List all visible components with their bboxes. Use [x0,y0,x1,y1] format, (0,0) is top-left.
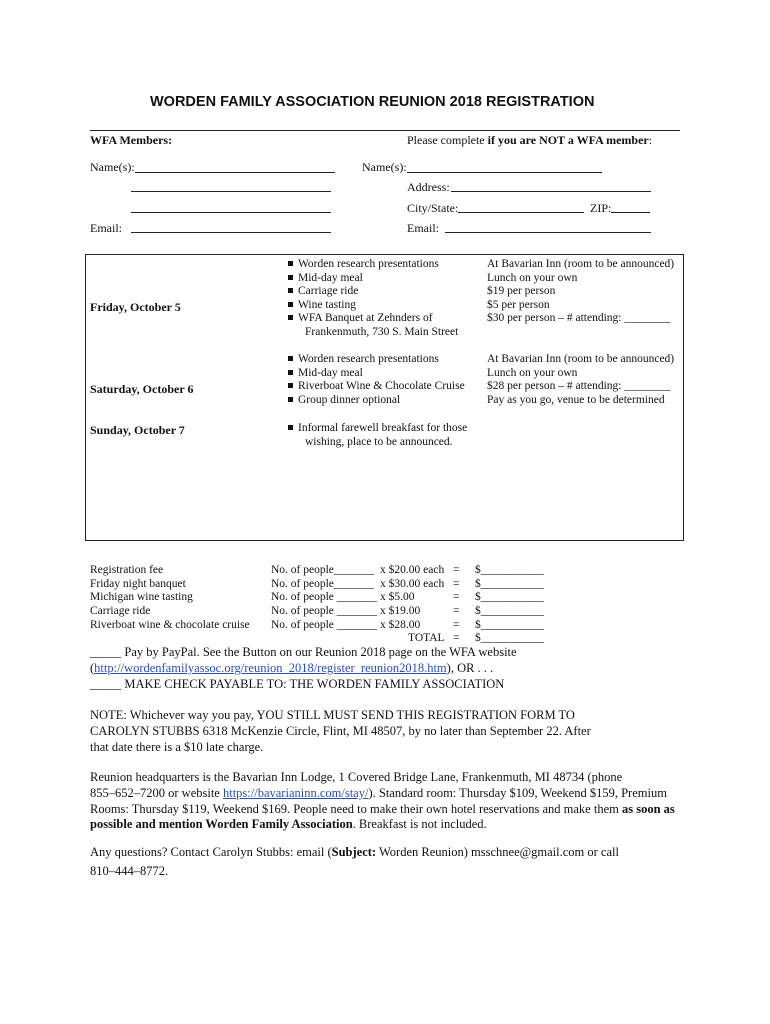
paypal-option: _____ Pay by PayPal. See the Button on our Reunion 2018 page on the WFA website [90,645,517,659]
members-name-field-2[interactable] [131,191,331,192]
list-item: Group dinner optional [288,394,465,408]
header-divider [90,130,680,131]
members-name-field-1[interactable] [135,172,335,173]
detail-row: Pay as you go, venue to be determined [487,393,665,406]
list-item-continuation: wishing, place to be announced. [305,435,453,448]
bullet-icon [288,397,293,402]
nonmembers-header: Please complete if you are NOT a WFA member: [407,133,653,147]
fee-equals: = [453,578,460,590]
members-names-label: Name(s): [90,160,135,174]
note-paragraph: NOTE: Whichever way you pay, YOU STILL MUST SEND THIS REGISTRATION FORM TO CAROLYN STUBBS 6318 McKenzie Circle, Flint, MI 48507, by no later than September 22. After that date there is a $10 late charge. [90,708,591,754]
hq-paragraph: Reunion headquarters is the Bavarian Inn Lodge, 1 Covered Bridge Lane, Frankenmuth, MI 48734 (phone 855–652–7200 or website https://bavarianinn.com/stay/). Standard room: Thursday $109, Weekend $159, Premium Rooms: Thursday $119, Weekend $169. People need to make their own hotel reservations and make them as soon as possible and mention Worden Family Association. Breakfast is not included. [90,770,675,832]
list-item: Wine tasting [288,299,458,313]
bullet-icon [288,275,293,280]
questions-paragraph: Any questions? Contact Carolyn Stubbs: email (Subject: Worden Reunion) msschnee@gmail.com or call 810–444–8772. [90,845,619,878]
members-header: WFA Members: [90,133,173,147]
list-item: Carriage ride [288,285,458,299]
page-title: WORDEN FAMILY ASSOCIATION REUNION 2018 REGISTRATION [150,94,595,110]
zip-field[interactable] [611,212,650,213]
detail-row: $30 per person – # attending: ________ [487,312,671,325]
fee-label: Carriage ride [90,605,151,617]
fee-label: Michigan wine tasting [90,591,193,603]
fee-amount[interactable]: $___________ [475,578,544,590]
nonmembers-name-field[interactable] [407,172,602,173]
detail-row: Lunch on your own [487,271,578,284]
fee-equals: = [453,564,460,576]
detail-row: Lunch on your own [487,366,578,379]
members-name-field-3[interactable] [131,212,331,213]
fee-equals: = [453,619,460,631]
fee-label: Registration fee [90,564,164,576]
total-equals: = [453,632,460,644]
friday-day-label: Friday, October 5 [90,300,181,314]
fee-price: x $30.00 each [380,578,445,590]
friday-items [288,258,458,340]
bullet-icon [288,288,293,293]
fee-amount[interactable]: $___________ [475,605,544,617]
paypal-link-line: (http://wordenfamilyassoc.org/reunion_2018/register_reunion2018.htm), OR . . . [90,660,494,675]
list-item-continuation: Frankenmuth, 730 S. Main Street [305,325,459,338]
bullet-icon [288,315,293,320]
total-label: TOTAL [408,632,445,644]
sunday-day-label: Sunday, October 7 [90,423,185,437]
detail-row: At Bavarian Inn (room to be announced) [487,258,675,270]
paypal-link[interactable]: http://wordenfamilyassoc.org/reunion_2018/register_reunion2018.htm [94,660,447,675]
citystate-field[interactable] [458,212,584,213]
payment-section [90,645,685,692]
list-item: WFA Banquet at Zehnders of [288,312,458,326]
saturday-details [487,353,674,407]
list-item: Mid-day meal [288,272,458,286]
fee-people[interactable]: No. of people _______ [271,591,378,603]
fee-price: x $5.00 [380,591,415,603]
detail-row: $19 per person [487,285,556,298]
bullet-icon [288,356,293,361]
fee-price: x $19.00 [380,605,421,617]
list-item: Worden research presentations [288,353,465,367]
fee-equals: = [453,605,460,617]
fee-price: x $28.00 [380,619,421,631]
paypal-checkbox-blank[interactable]: _____ [90,645,122,659]
fee-people[interactable]: No. of people_______ [271,564,375,576]
bullet-icon [288,370,293,375]
address-label: Address: [407,180,450,194]
check-checkbox-blank[interactable]: _____ [90,676,122,691]
friday-details [487,258,674,326]
fee-amount[interactable]: $___________ [475,591,544,603]
list-item: Worden research presentations [288,258,458,272]
nonmembers-names-label: Name(s): [362,160,407,174]
saturday-day-label: Saturday, October 6 [90,382,194,396]
fee-price: x $20.00 each [380,564,445,576]
list-item: Informal farewell breakfast for those [288,422,467,436]
detail-row: $5 per person [487,298,550,311]
bullet-icon [288,383,293,388]
total-amount[interactable]: $___________ [475,632,544,644]
list-item: Mid-day meal [288,367,465,381]
bullet-icon [288,261,293,266]
zip-label: ZIP: [590,201,612,215]
bullet-icon [288,302,293,307]
sunday-items [288,422,467,449]
fee-people[interactable]: No. of people_______ [271,578,375,590]
fee-people[interactable]: No. of people _______ [271,605,378,617]
hotel-link[interactable]: https://bavarianinn.com/stay/ [222,785,369,800]
nonmembers-email-label: Email: [407,221,439,235]
members-email-field[interactable] [131,232,331,233]
address-field[interactable] [451,191,651,192]
check-option: _____ MAKE CHECK PAYABLE TO: THE WORDEN FAMILY ASSOCIATION [90,676,505,691]
citystate-label: City/State: [407,201,459,215]
fee-amount[interactable]: $___________ [475,564,544,576]
fee-equals: = [453,591,460,603]
bullet-icon [288,425,293,430]
nonmembers-email-field[interactable] [445,232,651,233]
list-item: Riverboat Wine & Chocolate Cruise [288,380,465,394]
detail-row: At Bavarian Inn (room to be announced) [487,353,675,365]
fee-label: Riverboat wine & chocolate cruise [90,619,250,631]
fee-amount[interactable]: $___________ [475,619,544,631]
members-email-label: Email: [90,221,122,235]
fee-people[interactable]: No. of people _______ [271,619,378,631]
detail-row: $28 per person – # attending: ________ [487,380,671,393]
fee-label: Friday night banquet [90,578,186,590]
saturday-items [288,353,465,407]
